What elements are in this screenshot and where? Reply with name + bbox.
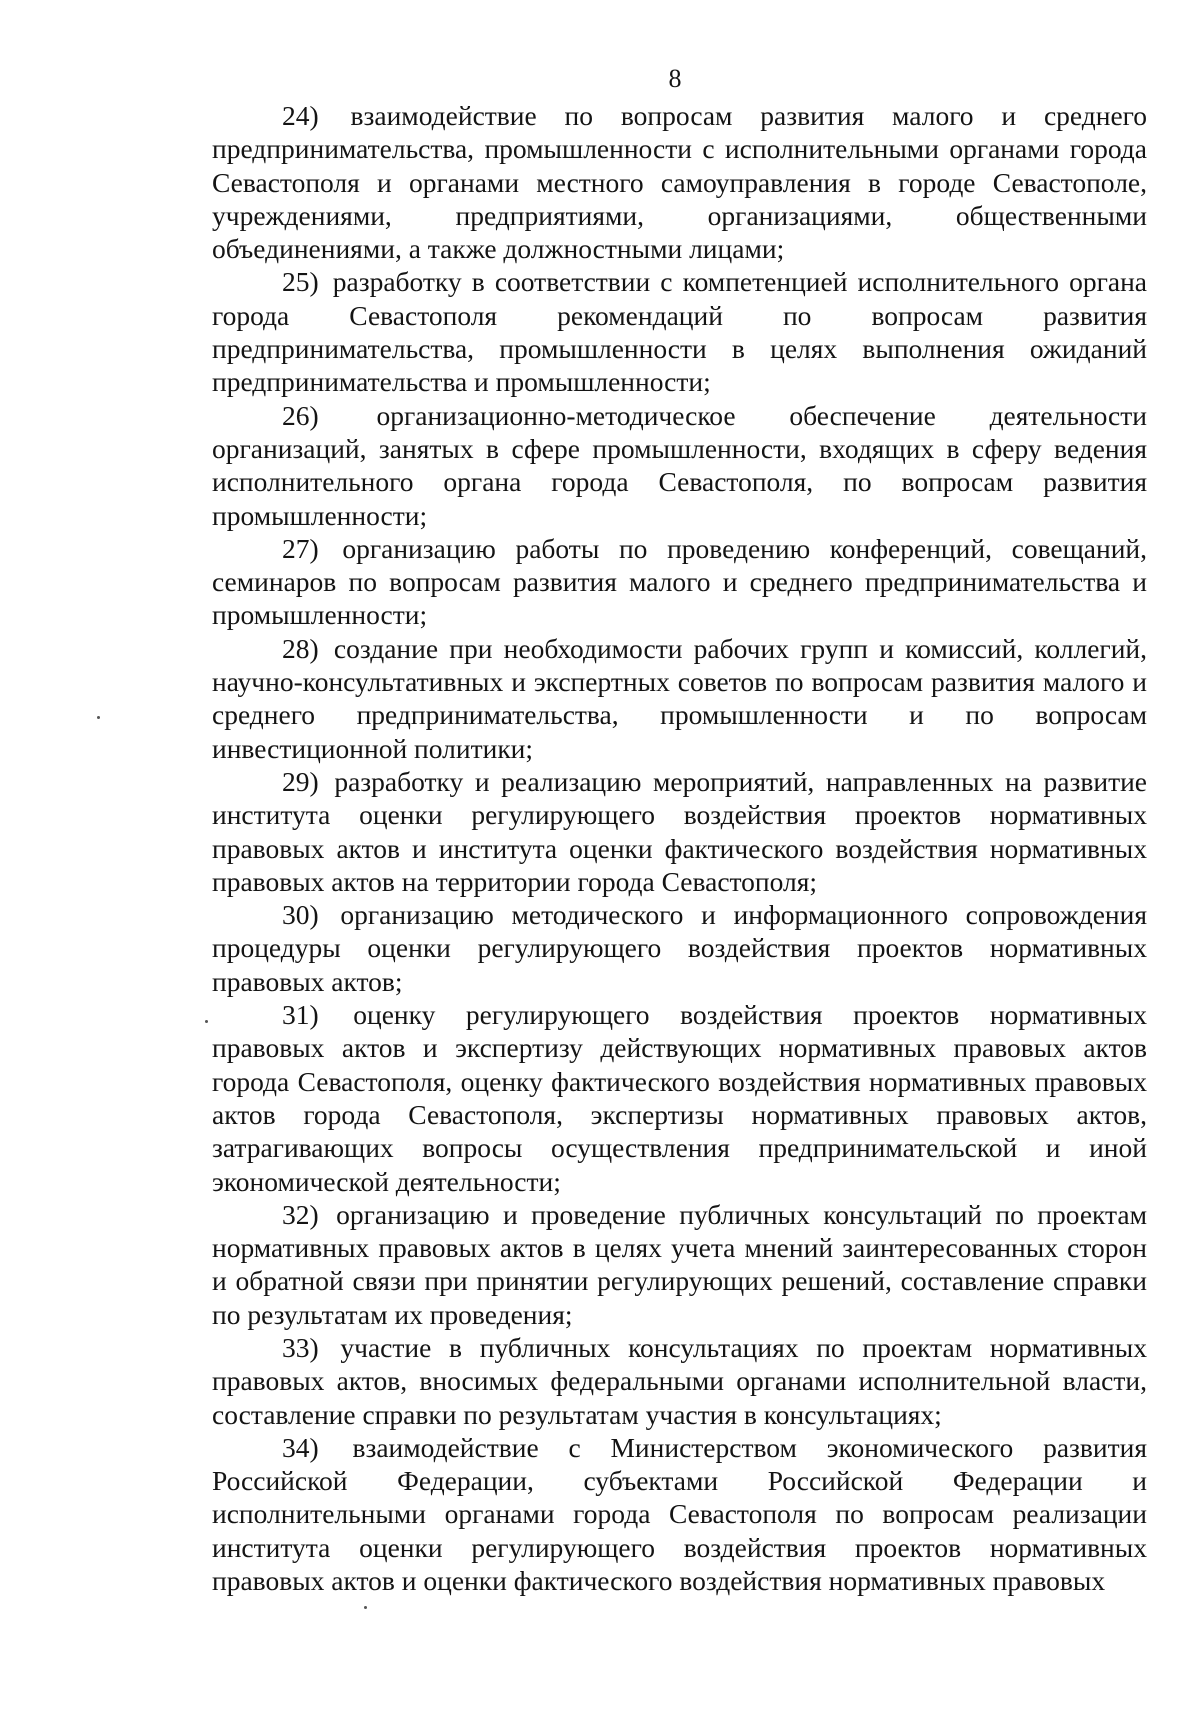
list-item-30 (212, 898, 1147, 998)
item-text: разработку в соответствии с компетенцией исполнительного органа города Севастополя рекомендаций по вопросам развития предпринимательства, промышленности в целях выполнения ожиданий предпринимательства и промышленности; (212, 266, 1147, 398)
scan-speck (205, 1020, 208, 1023)
item-number: 33) (282, 1331, 319, 1363)
item-number: 32) (282, 1198, 319, 1230)
item-number: 24) (282, 100, 319, 131)
item-number: 30) (282, 899, 319, 931)
item-text: создание при необходимости рабочих групп и комиссий, коллегий, научно-консультативных и экспертных советов по вопросам развития малого и среднего предпринимательства, промышленности и по вопросам инвестиционной политики; (212, 632, 1147, 764)
item-number: 25) (282, 266, 319, 298)
item-text: разработку и реализацию мероприятий, направленных на развитие института оценки регулирующего воздействия проектов нормативных правовых актов и института оценки фактического воздействия нормативных правовых актов на территории города Севастополя; (212, 765, 1148, 897)
list-item-25 (212, 265, 1147, 398)
item-text: взаимодействие по вопросам развития малого и среднего предпринимательства, промышленности с исполнительными органами города Севастополя и органами местного самоуправления в городе Севастополе, учреждениями, предприятиями, организациями, общественными объединениями, а также должностными лицами; (212, 100, 1148, 265)
item-text: взаимодействие с Министерством экономического развития Российской Федерации, субъектами Российской Федерации и исполнительными органами города Севастополя по вопросам реализации института оценки регулирующего воздействия проектов нормативных правовых актов и оценки фактического воздействия нормативных правовых (212, 1431, 1148, 1597)
list-item-31 (212, 998, 1147, 1198)
list-item-29 (212, 765, 1147, 898)
item-text: организацию методического и информационного сопровождения процедуры оценки регулирующего воздействия проектов нормативных правовых актов; (212, 899, 1147, 997)
list-item-34 (212, 1431, 1147, 1597)
item-text: организацию работы по проведению конференций, совещаний, семинаров по вопросам развития малого и среднего предпринимательства и промышленности; (212, 532, 1148, 631)
list-item-27 (212, 532, 1147, 632)
item-text: участие в публичных консультациях по проектам нормативных правовых актов, вносимых федеральными органами исполнительной власти, составление справки по результатам участия в консультациях; (212, 1331, 1147, 1430)
document-body (212, 99, 1147, 1597)
item-number: 27) (282, 532, 319, 564)
item-number: 29) (282, 765, 319, 797)
list-item-28 (212, 632, 1147, 765)
item-text: организацию и проведение публичных консультаций по проектам нормативных правовых актов в целях учета мнений заинтересованных сторон и обратной связи при принятии регулирующих решений, составление справки по результатам их проведения; (212, 1198, 1147, 1330)
item-number: 28) (282, 632, 319, 664)
item-number: 26) (282, 399, 319, 431)
item-number: 31) (282, 999, 319, 1031)
list-item-26 (212, 399, 1147, 532)
list-item-33 (212, 1331, 1147, 1431)
list-item-24 (212, 99, 1147, 265)
list-item-32 (212, 1198, 1147, 1331)
item-number: 34) (282, 1431, 319, 1463)
scan-speck (97, 716, 100, 719)
scan-speck (364, 1606, 367, 1609)
item-text: оценку регулирующего воздействия проектов нормативных правовых актов и экспертизу действующих нормативных правовых актов города Севастополя, оценку фактического воздействия нормативных правовых актов города Севастополя, экспертизы нормативных правовых актов, затрагивающих вопросы осуществления предпринимательской и иной экономической деятельности; (212, 999, 1147, 1197)
page-number: 8 (668, 64, 682, 93)
item-text: организационно-методическое обеспечение деятельности организаций, занятых в сфере промышленности, входящих в сферу ведения исполнительного органа города Севастополя, по вопросам развития промышленности; (212, 399, 1147, 531)
